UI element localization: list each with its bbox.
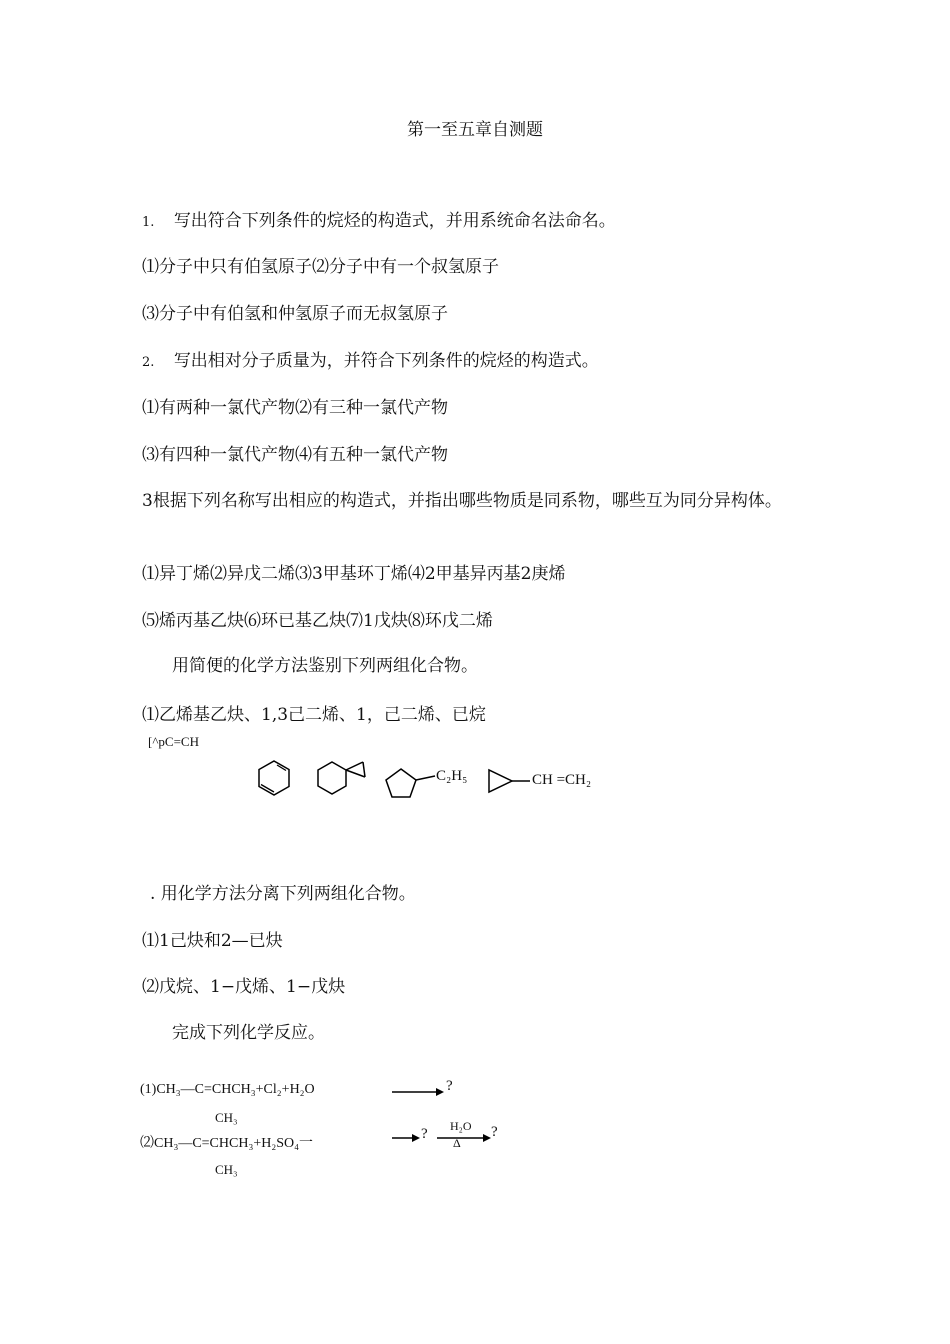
reaction-1-reactants: (1)CH₃—C=CHCH₃+Cl₂+H₂O	[140, 1082, 315, 1097]
question-5-sub-2: ⑵戊烷、1−戊烯、1−戊炔	[142, 977, 346, 997]
question-1-sub-2: ⑶分子中有伯氢和仲氢原子而无叔氢原子	[142, 304, 448, 324]
question-number: 1.	[142, 215, 155, 230]
question-text: 写出相对分子质量为，并符合下列条件的烷烃的构造式。	[173, 351, 599, 371]
reaction-2-arrow-1	[392, 1132, 420, 1144]
question-6: 完成下列化学反应。	[172, 1023, 325, 1043]
question-text: 写出符合下列条件的烷烃的构造式，并用系统命名法命名。	[173, 211, 616, 231]
question-2-sub-2: ⑶有四种一氯代产物⑷有五种一氯代产物	[142, 445, 448, 465]
question-2	[142, 350, 599, 374]
question-1	[142, 210, 616, 234]
spiro-cyclopropane-cyclohexane-structure	[315, 760, 371, 800]
question-3-sub-1: ⑴异丁烯⑵异戊二烯⑶3甲基环丁烯⑷2甲基异丙基2庚烯	[142, 564, 566, 584]
reaction-2-condition-water: H₂O	[450, 1119, 472, 1133]
formula-fragment: [^pC=CH	[148, 734, 199, 749]
question-3: 3根据下列名称写出相应的构造式，并指出哪些物质是同系物，哪些互为同分异构体。	[142, 491, 782, 511]
reaction-2-arrow-2	[437, 1132, 491, 1144]
reaction-2-intermediate: ?	[421, 1126, 428, 1142]
vinyl-group-label: CH =CH₂	[532, 772, 592, 788]
question-4: 用简便的化学方法鉴别下列两组化合物。	[172, 656, 478, 676]
reaction-1-product: ?	[446, 1078, 453, 1094]
vinylcyclopropane-structure	[486, 768, 532, 796]
ethylcyclopentane-structure	[383, 766, 437, 802]
question-3-sub-2: ⑸烯丙基乙炔⑹环已基乙炔⑺1戊炔⑻环戊二烯	[142, 611, 493, 631]
page-title: 第一至五章自测题	[407, 120, 543, 140]
ethyl-group-label: C₂H₅	[436, 768, 468, 784]
question-5-sub-1: ⑴1己炔和2—已炔	[142, 931, 283, 951]
reaction-2-methyl: CH₃	[215, 1162, 238, 1177]
question-4-sub-1: ⑴乙烯基乙炔、1,3己二烯、1，己二烯、已烷	[142, 705, 486, 725]
reaction-1-methyl: CH₃	[215, 1110, 238, 1125]
reaction-2-condition-heat: Δ	[453, 1136, 461, 1150]
reaction-1-arrow	[392, 1084, 444, 1096]
question-number: 2.	[142, 355, 155, 370]
reaction-2-reactants: ⑵CH₃—C=CHCH₃+H₂SO₄一	[140, 1136, 314, 1151]
question-1-sub-1: ⑴分子中只有伯氢原子⑵分子中有一个叔氢原子	[142, 257, 499, 277]
reaction-2-product: ?	[491, 1124, 498, 1140]
question-2-sub-1: ⑴有两种一氯代产物⑵有三种一氯代产物	[142, 398, 448, 418]
cyclohexene-structure	[256, 758, 296, 798]
question-5: . 用化学方法分离下列两组化合物。	[150, 884, 416, 904]
